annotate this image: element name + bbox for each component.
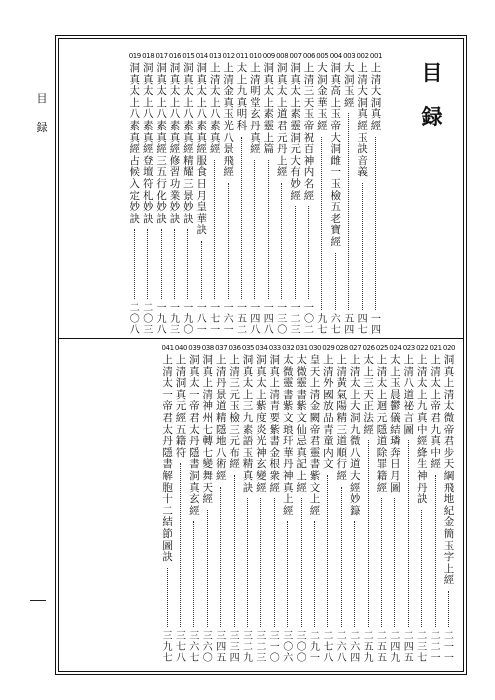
toc-entry-title: 洞 真 太 上 紫 度 炎 光 神 玄 變 經 — [256, 354, 267, 494]
toc-entry-number: 011 — [235, 52, 249, 60]
toc-entry — [309, 344, 321, 664]
toc-leader-dots — [362, 183, 363, 310]
toc-entry — [316, 52, 328, 336]
toc-entry-page: 三 一 〇 — [269, 631, 280, 664]
toc-entry — [303, 52, 315, 336]
toc-entry-page: 六 七 — [330, 314, 341, 336]
toc-entry — [182, 52, 194, 336]
toc-entry-title: 上 清 金 真 玉 光 八 景 飛 經 — [223, 62, 234, 179]
toc-entry — [223, 52, 235, 336]
toc-entry-number: 029 — [322, 344, 335, 352]
toc-entry-number: 006 — [302, 52, 316, 60]
toc-entry-title: 太 上 九 真 明 科 — [236, 62, 248, 132]
toc-leader-dots — [274, 498, 275, 627]
toc-entry-title: 上 清 三 元 玉 檢 三 元 布 經 — [229, 354, 240, 471]
toc-leader-dots — [354, 521, 355, 627]
toc-entry-number: 014 — [195, 52, 208, 60]
toc-entry-title: 洞 真 太 上 道 君 元 丹 上 經 — [276, 62, 288, 179]
toc-entry-number: 021 — [429, 344, 442, 352]
toc-entry-number: 036 — [228, 344, 241, 352]
toc-leader-dots — [308, 206, 309, 299]
toc-entry — [156, 52, 168, 336]
toc-entry-number: 039 — [188, 344, 201, 352]
toc-entry — [188, 344, 200, 664]
toc-entry — [443, 344, 455, 664]
toc-entry — [343, 52, 355, 336]
toc-leader-dots — [193, 521, 194, 627]
toc-entry-page: 一 九 八 — [156, 303, 167, 336]
toc-entry-title: 上 清 八 道 祕 言 圖 — [403, 354, 415, 436]
toc-entry — [290, 52, 302, 336]
toc-entry-title: 洞 真 上 清 太 微 帝 君 步 天 綱 飛 地 紀 金 簡 玉 字 上 經 — [443, 354, 455, 587]
toc-leader-dots — [327, 475, 328, 627]
toc-entry-title: 太 微 靈 書 紫 文 仙 忌 真 記 上 經 — [296, 354, 307, 494]
toc-entry-title: 洞 真 太 上 素 靈 洞 元 大 有 妙 經 — [290, 62, 301, 202]
toc-entry-title: 上 清 太 上 大 洞 九 微 八 道 大 經 妙 籙 — [349, 354, 361, 517]
toc-entry-title: 上 清 明 堂 玄 丹 真 經 — [250, 62, 261, 156]
toc-entry-number: 035 — [241, 344, 255, 352]
toc-entry-page: 三 七 八 — [176, 631, 186, 664]
toc-leader-dots — [180, 463, 181, 627]
toc-entry-title: 上 清 太 上 九 真 中 經 絳 生 神 丹 訣 — [416, 354, 428, 506]
toc-entry-page: 二 五 五 — [377, 631, 387, 664]
toc-entry — [196, 52, 208, 336]
toc-entry-number: 027 — [349, 344, 362, 352]
toc-entry-number: 004 — [329, 52, 342, 60]
toc-leader-dots — [341, 487, 342, 627]
toc-entry-title: 洞 真 太 一 帝 君 太 丹 隱 書 洞 真 玄 經 — [189, 354, 200, 517]
toc-entry-title: 大 洞 金 華 玉 經 — [317, 62, 328, 132]
toc-entry — [349, 344, 361, 664]
toc-leader-dots — [435, 475, 436, 627]
toc-entry-page: 一 四 八 — [263, 303, 274, 336]
toc-entry-title: 皇 天 上 清 金 闕 帝 君 靈 書 紫 文 上 經 — [309, 354, 321, 517]
toc-entry-number: 008 — [276, 52, 289, 60]
toc-entry-title: 太 微 靈 書 紫 文 琅 玕 華 丹 神 真 上 經 — [282, 354, 294, 517]
toc-entry-number: 007 — [289, 52, 302, 60]
toc-entry-title: 上 清 三 天 玉 帝 祝 百 神 内 名 經 — [303, 62, 315, 202]
toc-entry-page: 二 一 一 — [444, 631, 454, 664]
toc-entry-number: 037 — [215, 344, 228, 352]
toc-entry-title: 洞 真 太 上 八 素 真 經 三 五 行 化 妙 訣 — [156, 62, 167, 225]
toc-entry-page: 一 八 一 — [196, 303, 207, 336]
toc-entry — [249, 52, 261, 336]
toc-entry — [282, 344, 294, 664]
toc-entry-page: 一 二 三 — [290, 303, 301, 336]
toc-entry-page: 二 六 八 — [336, 631, 347, 664]
toc-leader-dots — [174, 229, 175, 299]
toc-entry-number: 017 — [155, 52, 168, 60]
toc-entry-title: 太 上 玉 晨 鬱 儀 結 璘 奔 日 月 圖 — [390, 354, 401, 494]
toc-leader-dots — [408, 440, 409, 627]
toc-entry-title: 洞 真 太 上 八 素 真 經 登 壇 符 札 妙 訣 — [142, 62, 154, 225]
toc-entry-number: 028 — [335, 344, 348, 352]
toc-entry-number: 024 — [389, 344, 402, 352]
toc-leader-dots — [260, 498, 261, 627]
toc-entry-title: 上 清 洞 真 元 經 五 籍 符 — [175, 354, 187, 459]
toc-entry-number: 003 — [343, 52, 356, 60]
toc-entry-number: 033 — [268, 344, 281, 352]
toc-entry — [229, 344, 241, 664]
toc-entry — [129, 52, 141, 336]
toc-entry-page: 三 〇 六 — [283, 631, 294, 664]
toc-entry-number: 013 — [209, 52, 222, 60]
toc-entry-page: 一 九 〇 — [183, 303, 194, 336]
toc-entry-page: 三 二 三 — [256, 631, 267, 664]
toc-leader-dots — [167, 568, 168, 627]
toc-entry-page: 三 六 〇 — [202, 631, 213, 664]
toc-entry-number: 041 — [161, 344, 174, 352]
toc-entry-page: 二 三 七 — [417, 631, 428, 664]
toc-leader-dots — [295, 206, 296, 299]
toc-entry-title: 上 清 太 上 帝 君 九 真 中 經 — [430, 354, 441, 471]
toc-entry-title: 洞 真 太 上 三 九 素 語 玉 精 真 訣 — [242, 354, 254, 494]
title-char-mu: 目 — [421, 60, 443, 85]
toc-entry-title: 上 清 太 上 八 素 真 經 — [209, 62, 221, 156]
toc-entry — [215, 344, 227, 664]
toc-entry-number: 038 — [201, 344, 214, 352]
toc-entry-title: 上 清 大 洞 真 經 — [370, 62, 382, 132]
toc-entry-title: 太 上 三 天 正 法 經 — [363, 354, 374, 436]
toc-entry-number: 023 — [402, 344, 415, 352]
toc-entry-title: 洞 真 太 上 八 素 真 經 精 耀 三 景 妙 訣 — [183, 62, 194, 225]
toc-leader-dots — [321, 137, 322, 310]
toc-entry-page: 二 四 五 — [403, 631, 414, 664]
toc-entry-title: 洞 真 太 上 八 素 真 經 修 習 功 業 妙 訣 — [169, 62, 181, 225]
toc-entry — [255, 344, 267, 664]
toc-entry-number: 031 — [295, 344, 308, 352]
toc-entry-number: 022 — [416, 344, 429, 352]
page-edge-mark — [30, 600, 46, 601]
toc-entry — [370, 52, 382, 336]
toc-leader-dots — [247, 498, 248, 627]
toc-leader-dots — [394, 498, 395, 627]
toc-entry — [363, 344, 375, 664]
toc-entry-page: 二 五 九 — [363, 631, 374, 664]
toc-entry-page: 二 七 八 — [323, 631, 334, 664]
toc-entry-number: 015 — [182, 52, 195, 60]
toc-leader-dots — [201, 241, 202, 299]
toc-entry-title: 洞 真 太 上 八 素 真 經 服 食 日 月 皇 華 訣 — [196, 62, 208, 237]
toc-leader-dots — [287, 521, 288, 627]
title-char-roku: 録 — [421, 104, 443, 129]
toc-entry-page: 二 〇 八 — [129, 303, 140, 336]
toc-leader-dots — [207, 510, 208, 627]
toc-entry-title: 上 清 太 一 帝 君 太 丹 隱 書 解 胞 十 二 結 節 圖 訣 — [162, 354, 173, 564]
toc-entry — [336, 344, 348, 664]
toc-entry — [242, 344, 254, 664]
toc-entry — [403, 344, 415, 664]
toc-entry-page: 五 四 — [344, 314, 355, 336]
toc-entry-number: 040 — [174, 344, 188, 352]
toc-entry — [236, 52, 248, 336]
toc-leader-dots — [314, 521, 315, 627]
toc-leader-dots — [421, 510, 422, 627]
toc-leader-dots — [187, 229, 188, 299]
toc-entry — [376, 344, 388, 664]
page-title — [419, 60, 445, 130]
toc-entry-title: 洞 真 太 上 素 靈 上 篇 — [263, 62, 275, 156]
toc-entry-title: 上 清 黃 氣 陽 精 三 道 順 行 經 — [336, 354, 348, 482]
toc-entry-title: 洞 真 上 清 青 要 紫 書 金 根 衆 經 — [269, 354, 281, 494]
toc-entry — [416, 344, 428, 664]
toc-entry-page: 一 〇 二 — [304, 303, 314, 336]
toc-leader-dots — [348, 113, 349, 310]
toc-entry-page: 二 四 九 — [390, 631, 401, 664]
toc-entry-page: 一 五 二 — [237, 303, 247, 336]
section-divider — [58, 338, 464, 339]
toc-entry-number: 005 — [316, 52, 329, 60]
toc-entry-page: 三 四 五 — [216, 631, 227, 664]
toc-entry-title: 大 洞 玉 經 — [343, 62, 355, 109]
toc-entry-number: 019 — [128, 52, 141, 60]
toc-entry-number: 034 — [255, 344, 268, 352]
toc-leader-dots — [381, 498, 382, 627]
toc-entry-number: 018 — [142, 52, 155, 60]
toc-entry-number: 032 — [282, 344, 295, 352]
toc-entry-number: 026 — [362, 344, 375, 352]
toc-entry-title: 上 清 外 國 放 品 青 童 内 文 — [323, 354, 334, 471]
toc-leader-dots — [368, 440, 369, 627]
toc-leader-dots — [147, 229, 148, 299]
toc-entry — [330, 52, 342, 336]
toc-entry-page: 三 二 九 — [243, 631, 253, 664]
toc-leader-dots — [214, 160, 215, 299]
toc-entry — [322, 344, 334, 664]
toc-leader-dots — [268, 160, 269, 299]
toc-leader-dots — [228, 183, 229, 299]
toc-entry — [202, 344, 214, 664]
toc-leader-dots — [335, 253, 336, 310]
toc-leader-dots — [161, 229, 162, 299]
toc-entry-number: 030 — [308, 344, 322, 352]
toc-entry-page: 一 七 一 — [210, 303, 221, 336]
toc-entry-page: 一 九 三 — [170, 303, 180, 336]
toc-leader-dots — [448, 591, 449, 627]
toc-entry-number: 009 — [262, 52, 275, 60]
toc-entry-page: 二 六 四 — [350, 631, 361, 664]
toc-leader-dots — [254, 160, 255, 299]
toc-entry-page: 二 〇 三 — [143, 303, 154, 336]
toc-entry — [276, 52, 288, 336]
toc-entry-title: 洞 真 高 上 玉 帝 大 洞 雌 一 玉 檢 五 老 寶 經 — [330, 62, 342, 248]
toc-entry-page: 三 九 七 — [162, 631, 173, 664]
toc-entry — [175, 344, 187, 664]
toc-entry-title: 上 清 太 上 迴 元 隱 道 除 罪 籍 經 — [376, 354, 388, 494]
toc-entry-number: 012 — [222, 52, 235, 60]
toc-entry — [269, 344, 281, 664]
toc-leader-dots — [241, 137, 242, 299]
toc-entry — [296, 344, 308, 664]
toc-entry-number: 025 — [375, 344, 389, 352]
toc-entry-page: 四 七 — [357, 314, 368, 336]
toc-entry — [209, 52, 221, 336]
toc-entry-page: 九 七 — [317, 314, 328, 336]
toc-entry-page: 三 六 七 — [189, 631, 200, 664]
toc-entry — [142, 52, 154, 336]
toc-entry-number: 010 — [249, 52, 262, 60]
toc-entry-number: 020 — [442, 344, 456, 352]
toc-entry — [162, 344, 174, 664]
toc-entry-number: 002 — [356, 52, 369, 60]
toc-leader-dots — [234, 475, 235, 627]
toc-entry-page: 二 二 一 — [430, 631, 441, 664]
toc-entry-page: 三 三 四 — [229, 631, 240, 664]
toc-entry-page: 一 四 八 — [250, 303, 261, 336]
toc-entry — [169, 52, 181, 336]
toc-entry — [357, 52, 369, 336]
margin-char-mu: 目 — [36, 92, 48, 105]
toc-entry-page: 三 〇 〇 — [296, 631, 307, 664]
toc-entry-page: 一 三 〇 — [277, 303, 288, 336]
toc-entry-number: 016 — [168, 52, 182, 60]
toc-entry-page: 一 四 — [371, 314, 381, 336]
toc-entry-title: 上 清 丹 景 道 精 隱 地 八 術 經 — [215, 354, 227, 482]
toc-leader-dots — [220, 487, 221, 627]
toc-entry-page: 一 六 一 — [223, 303, 234, 336]
toc-entry-title: 上 清 大 洞 真 經 玉 訣 音 義 — [357, 62, 368, 179]
toc-entry — [263, 52, 275, 336]
toc-leader-dots — [375, 137, 376, 310]
toc-entry-title: 洞 真 上 清 神 州 七 轉 七 變 舞 天 經 — [202, 354, 214, 506]
toc-entry-title: 洞 真 太 上 八 素 真 經 占 候 入 定 妙 訣 — [129, 62, 141, 225]
toc-entry-number: 001 — [369, 52, 383, 60]
toc-leader-dots — [281, 183, 282, 299]
toc-entry — [389, 344, 401, 664]
toc-entry-page: 二 九 一 — [310, 631, 320, 664]
margin-char-roku: 録 — [36, 121, 48, 134]
toc-leader-dots — [134, 229, 135, 299]
toc-leader-dots — [301, 498, 302, 627]
toc-entry — [430, 344, 442, 664]
